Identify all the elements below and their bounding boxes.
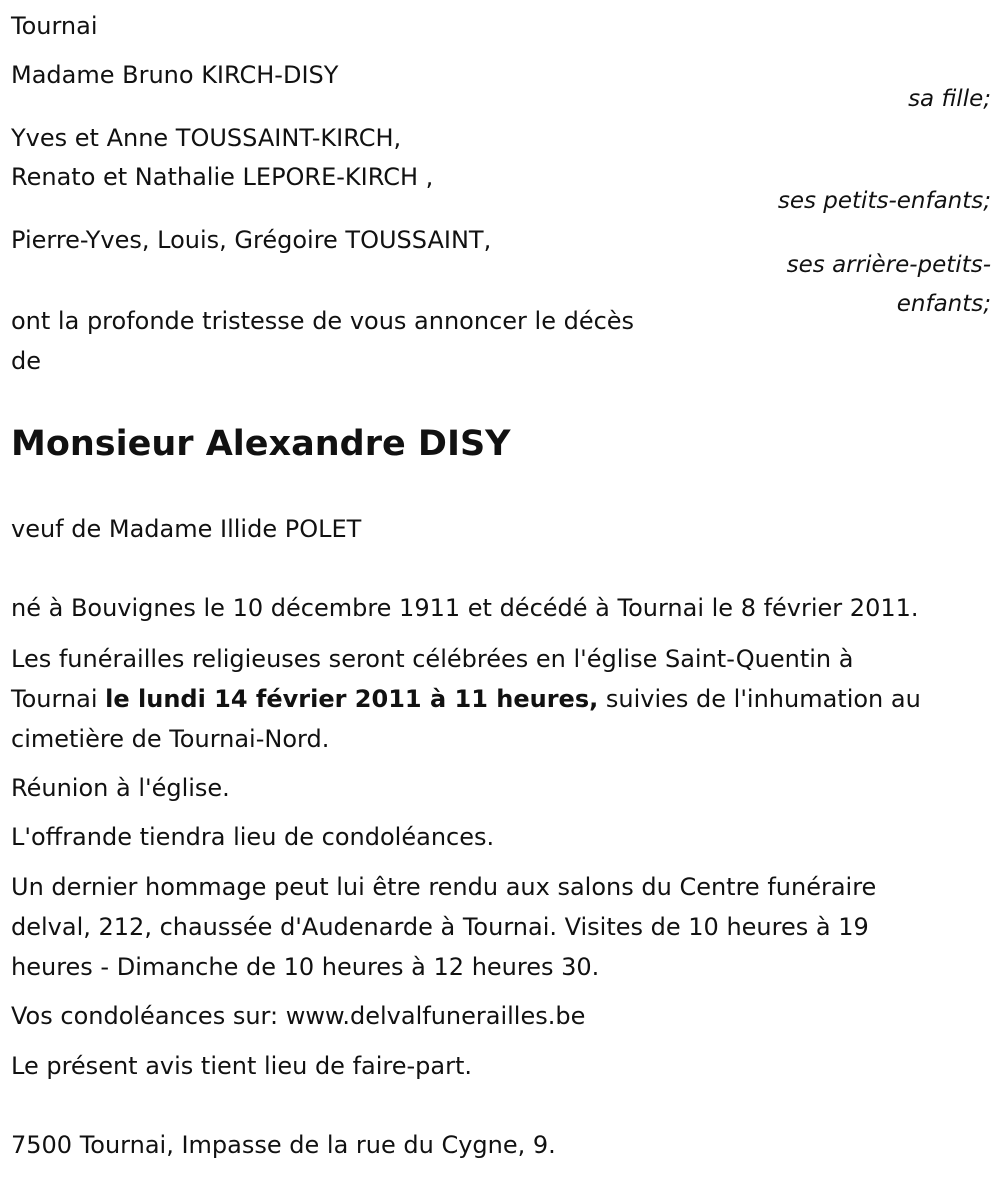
grandchildren-role: ses petits-enfants; [777, 188, 991, 214]
funeral-line-2 [11, 679, 921, 719]
condolences-link-text: Vos condoléances sur: www.delvalfunerailles.be [11, 1002, 586, 1030]
funeral-line-3: cimetière de Tournai-Nord. [11, 725, 330, 753]
great-grandchildren-names: Pierre-Yves, Louis, Grégoire TOUSSAINT, [11, 226, 492, 254]
offering-note: L'offrande tiendra lieu de condoléances. [11, 823, 495, 851]
announcement-line-1: ont la profonde tristesse de vous annoncer le décès [11, 307, 635, 335]
announcement-line-2: de [11, 347, 41, 375]
funeral-line-1: Les funérailles religieuses seront célébrées en l'église Saint-Quentin à [11, 645, 854, 673]
meeting-note: Réunion à l'église. [11, 774, 230, 802]
funeral-date-time: le lundi 14 février 2011 à 11 heures, [105, 685, 599, 713]
daughter-name: Madame Bruno KIRCH-DISY [11, 61, 339, 89]
city-heading: Tournai [11, 12, 98, 40]
deceased-name: Monsieur Alexandre DISY [11, 424, 511, 464]
funeral-line-2-prefix: Tournai [11, 685, 106, 713]
tribute-line-1: Un dernier hommage peut lui être rendu aux salons du Centre funéraire [11, 873, 877, 901]
notice-text: Le présent avis tient lieu de faire-part. [11, 1052, 473, 1080]
widower-of: veuf de Madame Illide POLET [11, 515, 362, 543]
great-grandchildren-role-line-2: enfants; [896, 291, 991, 317]
tribute-line-2: delval, 212, chaussée d'Audenarde à Tournai. Visites de 10 heures à 19 [11, 913, 869, 941]
daughter-role: sa fille; [908, 86, 991, 112]
great-grandchildren-role-line-1: ses arrière-petits- [786, 252, 991, 278]
grandchildren-line-1: Yves et Anne TOUSSAINT-KIRCH, [11, 124, 402, 152]
grandchildren-line-2: Renato et Nathalie LEPORE-KIRCH , [11, 163, 434, 191]
address-text: 7500 Tournai, Impasse de la rue du Cygne, 9. [11, 1131, 556, 1159]
funeral-line-2-suffix: suivies de l'inhumation au [598, 685, 921, 713]
tribute-line-3: heures - Dimanche de 10 heures à 12 heures 30. [11, 953, 600, 981]
birth-death-dates: né à Bouvignes le 10 décembre 1911 et décédé à Tournai le 8 février 2011. [11, 594, 919, 622]
